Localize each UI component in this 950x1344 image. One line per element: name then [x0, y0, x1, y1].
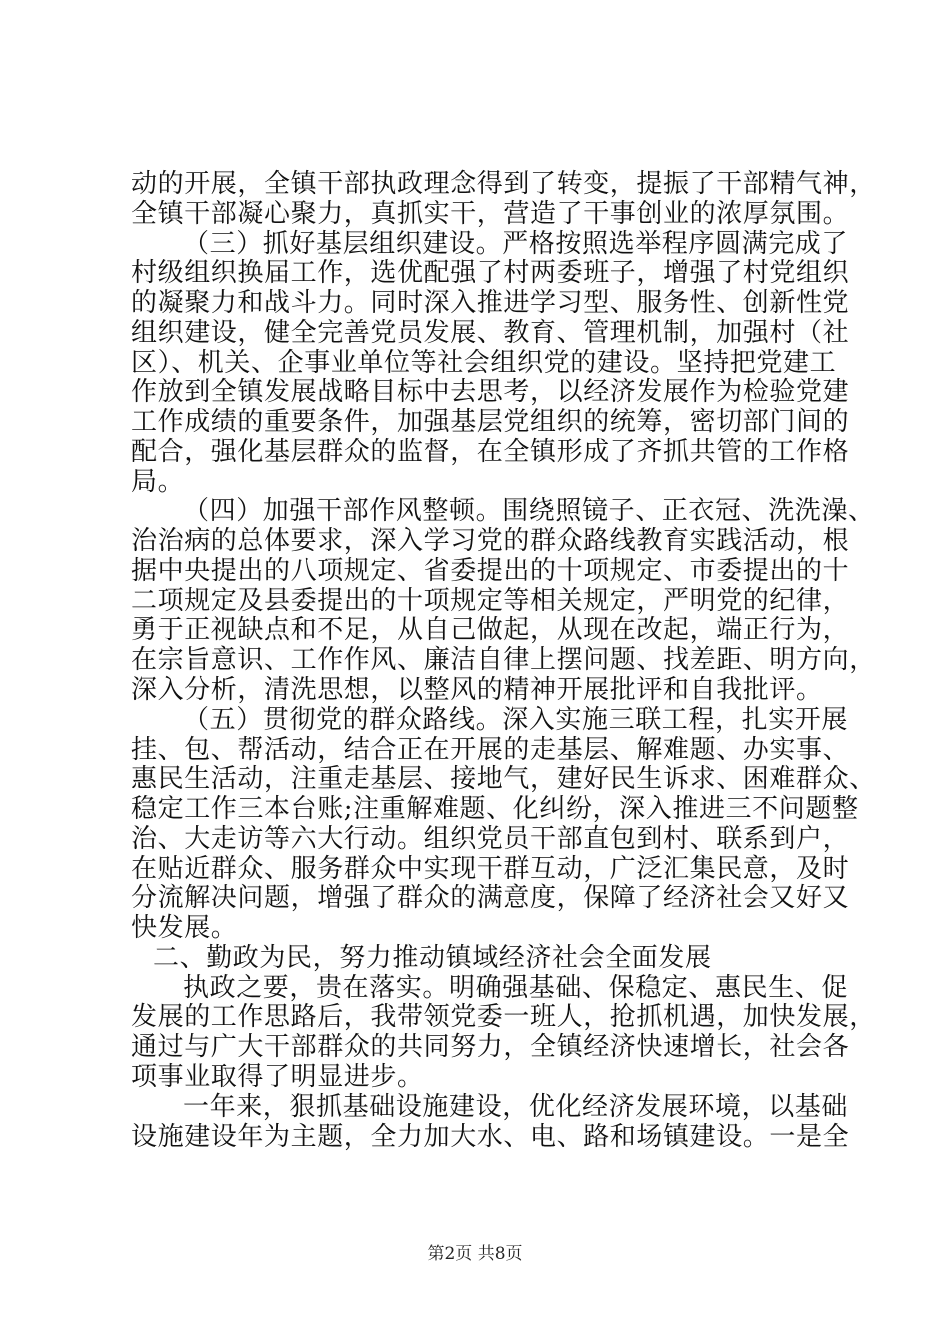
text-line: 作放到全镇发展战略目标中去思考，以经济发展作为检验党建 — [131, 377, 850, 408]
text-line: 全镇干部凝心聚力，真抓实干，营造了干事创业的浓厚氛围。 — [131, 198, 850, 229]
text-line: 村级组织换届工作，选优配强了村两委班子，增强了村党组织 — [131, 258, 850, 289]
page-footer: 第2页 共8页 — [427, 1244, 523, 1264]
text-line: 在贴近群众、服务群众中实现干群互动，广泛汇集民意，及时 — [131, 853, 850, 884]
text-line: 配合，强化基层群众的监督，在全镇形成了齐抓共管的工作格 — [131, 436, 850, 467]
text-line: 区）、机关、企事业单位等社会组织党的建设。坚持把党建工 — [131, 347, 837, 378]
text-line: 快发展。 — [131, 913, 238, 944]
text-line: 动的开展，全镇干部执政理念得到了转变，提振了干部精气神， — [131, 169, 876, 199]
text-line: 二、勤政为民，努力推动镇域经济社会全面发展 — [153, 942, 712, 973]
body-text — [131, 169, 876, 1152]
text-line: 挂、包、帮活动，结合正在开展的走基层、解难题、办实事、 — [131, 734, 850, 765]
text-line: 二项规定及县委提出的十项规定等相关规定，严明党的纪律， — [131, 585, 850, 616]
text-line: 据中央提出的八项规定、省委提出的十项规定、市委提出的十 — [131, 555, 850, 586]
text-line: 的凝聚力和战斗力。同时深入推进学习型、服务性、创新性党 — [131, 288, 850, 319]
text-line: 深入分析，清洗思想，以整风的精神开展批评和自我批评。 — [131, 675, 823, 706]
text-line: （三）抓好基层组织建设。严格按照选举程序圆满完成了 — [183, 228, 849, 259]
text-line: （五）贯彻党的群众路线。深入实施三联工程，扎实开展 — [183, 704, 849, 735]
text-line: 一年来，狠抓基础设施建设，优化经济发展环境，以基础 — [183, 1091, 849, 1122]
text-line: 工作成绩的重要条件，加强基层党组织的统筹，密切部门间的 — [131, 407, 850, 438]
text-line: 分流解决问题，增强了群众的满意度，保障了经济社会又好又 — [131, 883, 850, 914]
text-line: 勇于正视缺点和不足，从自己做起，从现在改起，端正行为， — [131, 615, 850, 646]
text-line: 惠民生活动，注重走基层、接地气，建好民生诉求、困难群众、 — [131, 764, 876, 795]
text-line: 局。 — [131, 466, 185, 497]
text-line: 治治病的总体要求，深入学习党的群众路线教育实践活动，根 — [131, 526, 850, 557]
text-line: 治、大走访等六大行动。组织党员干部直包到村、联系到户， — [131, 823, 850, 854]
text-line: 项事业取得了明显进步。 — [131, 1061, 424, 1092]
text-line: 稳定工作三本台账;注重解难题、化纠纷，深入推进三不问题整 — [131, 794, 859, 825]
text-line: 通过与广大干部群众的共同努力，全镇经济快速增长，社会各 — [131, 1032, 850, 1063]
text-line: 执政之要，贵在落实。明确强基础、保稳定、惠民生、促 — [183, 972, 849, 1003]
text-line: 在宗旨意识、工作作风、廉洁自律上摆问题、找差距、明方向， — [131, 645, 876, 676]
text-line: 发展的工作思路后，我带领党委一班人，抢抓机遇，加快发展， — [131, 1002, 876, 1033]
text-line: （四）加强干部作风整顿。围绕照镜子、正衣冠、洗洗澡、 — [183, 496, 875, 527]
text-line: 设施建设年为主题，全力加大水、电、路和场镇建设。一是全 — [131, 1121, 850, 1152]
text-line: 组织建设，健全完善党员发展、教育、管理机制，加强村（社 — [131, 317, 850, 348]
